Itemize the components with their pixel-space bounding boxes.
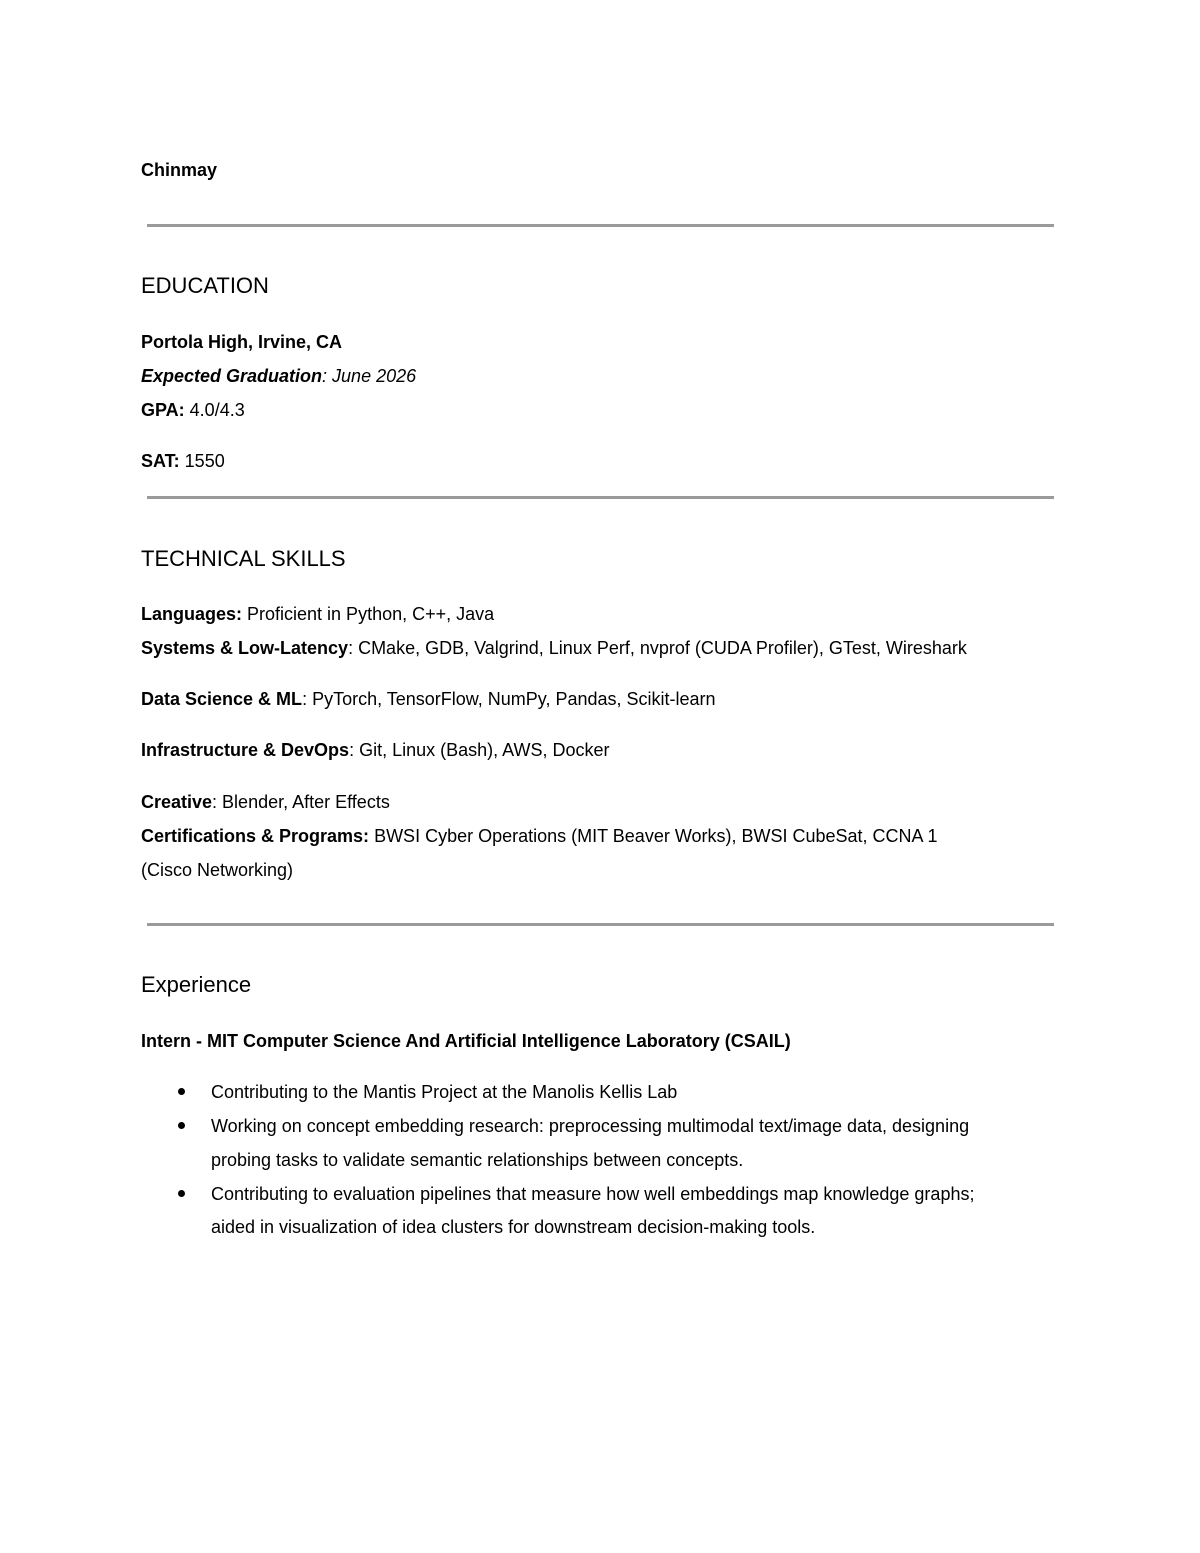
languages-label: Languages: xyxy=(141,604,243,624)
experience-bullet: Working on concept embedding research: preprocessing multimodal text/image data, designing xyxy=(211,1116,970,1136)
systems-value: : CMake, GDB, Valgrind, Linux Perf, nvprof (CUDA Profiler), GTest, Wireshark xyxy=(348,638,967,658)
languages-line xyxy=(141,603,494,625)
experience-bullet-continued: probing tasks to validate semantic relationships between concepts. xyxy=(211,1150,744,1170)
sat-label: SAT: xyxy=(141,451,180,471)
bullet-icon xyxy=(178,1088,185,1095)
candidate-name: Chinmay xyxy=(141,160,218,180)
sat-line xyxy=(141,450,225,472)
systems-line xyxy=(141,637,967,659)
bullet-icon xyxy=(178,1122,185,1129)
certifications-line-continued: (Cisco Networking) xyxy=(141,860,294,880)
experience-bullet: Contributing to evaluation pipelines that measure how well embeddings map knowledge graphs; xyxy=(211,1184,975,1204)
certifications-label: Certifications & Programs: xyxy=(141,826,370,846)
section-divider xyxy=(147,496,1054,499)
experience-bullet-continued: aided in visualization of idea clusters for downstream decision-making tools. xyxy=(211,1217,816,1237)
data-science-line xyxy=(141,688,716,710)
graduation-value: : June 2026 xyxy=(322,366,417,386)
sat-value: 1550 xyxy=(179,451,225,471)
experience-heading: Experience xyxy=(141,972,252,997)
bullet-icon xyxy=(178,1190,185,1197)
section-divider xyxy=(147,923,1054,926)
gpa-label: GPA: xyxy=(141,400,185,420)
infrastructure-label: Infrastructure & DevOps xyxy=(141,740,350,760)
experience-role: Intern - MIT Computer Science And Artificial Intelligence Laboratory (CSAIL) xyxy=(141,1031,791,1051)
education-heading: EDUCATION xyxy=(141,273,269,298)
section-divider xyxy=(147,224,1054,227)
creative-label: Creative xyxy=(141,792,213,812)
gpa-line xyxy=(141,399,245,421)
creative-line xyxy=(141,791,390,813)
experience-bullet: Contributing to the Mantis Project at the Manolis Kellis Lab xyxy=(211,1082,678,1102)
data-science-value: : PyTorch, TensorFlow, NumPy, Pandas, Scikit-learn xyxy=(302,689,716,709)
graduation-line xyxy=(141,365,416,387)
systems-label: Systems & Low-Latency xyxy=(141,638,349,658)
infrastructure-line xyxy=(141,739,609,761)
skills-heading: TECHNICAL SKILLS xyxy=(141,546,346,571)
graduation-label: Expected Graduation xyxy=(141,366,323,386)
infrastructure-value: : Git, Linux (Bash), AWS, Docker xyxy=(349,740,610,760)
school-name: Portola High, Irvine, CA xyxy=(141,332,343,352)
certifications-value: BWSI Cyber Operations (MIT Beaver Works), BWSI CubeSat, CCNA 1 xyxy=(369,826,938,846)
data-science-label: Data Science & ML xyxy=(141,689,303,709)
creative-value: : Blender, After Effects xyxy=(212,792,390,812)
gpa-value: 4.0/4.3 xyxy=(184,400,245,420)
languages-value: Proficient in Python, C++, Java xyxy=(242,604,495,624)
certifications-line xyxy=(141,825,938,847)
